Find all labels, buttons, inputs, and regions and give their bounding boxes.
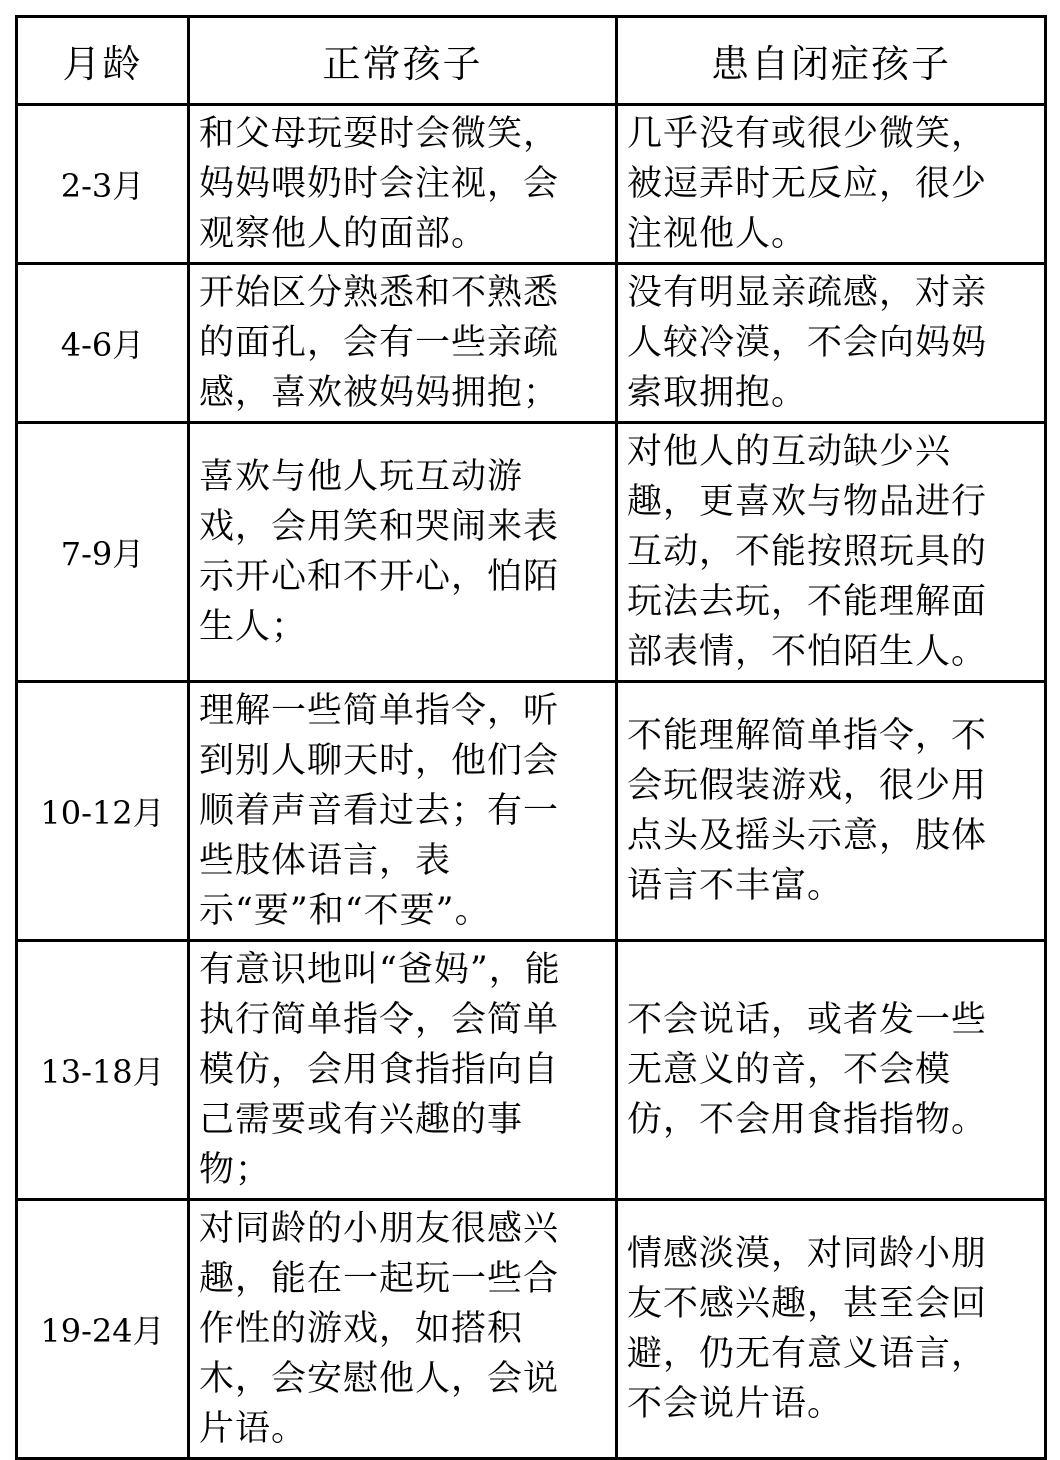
normal-child-cell [189,423,617,682]
age-cell: 19-24月 [17,1200,189,1459]
header-normal-child: 正常孩子 [189,17,617,105]
autistic-child-text: 情感淡漠，对同龄小朋友不感兴趣，甚至会回避，仍无有意义语言，不会说片语。 [627,1234,988,1424]
header-row [17,17,1046,105]
table-row [17,941,1046,1200]
age-cell: 4-6月 [17,264,189,423]
normal-child-text: 对同龄的小朋友很感兴趣，能在一起玩一些合作性的游戏，如搭积木，会安慰他人，会说片语。 [199,1209,560,1449]
normal-child-text: 开始区分熟悉和不熟悉的面孔，会有一些亲疏感，喜欢被妈妈拥抱； [199,273,560,413]
autistic-child-text: 不能理解简单指令，不会玩假装游戏，很少用点头及摇头示意，肢体语言不丰富。 [627,716,988,906]
normal-child-text: 喜欢与他人玩互动游戏，会用笑和哭闹来表示开心和不开心，怕陌生人； [199,457,560,647]
normal-child-cell [189,105,617,264]
table-row [17,105,1046,264]
autistic-child-cell [617,1200,1046,1459]
autistic-child-cell [617,264,1046,423]
autistic-child-text: 不会说话，或者发一些无意义的音，不会模仿，不会用食指指物。 [627,1000,988,1140]
table-row [17,682,1046,941]
age-cell: 7-9月 [17,423,189,682]
autistic-child-cell [617,105,1046,264]
autistic-child-cell [617,682,1046,941]
normal-child-cell [189,264,617,423]
normal-child-cell [189,941,617,1200]
normal-child-text: 和父母玩耍时会微笑，妈妈喂奶时会注视，会观察他人的面部。 [199,114,560,254]
table-row [17,1200,1046,1459]
normal-child-text: 有意识地叫“爸妈”，能执行简单指令，会简单模仿，会用食指指向自己需要或有兴趣的事物； [199,950,561,1190]
header-autistic-child: 患自闭症孩子 [617,17,1046,105]
normal-child-cell [189,1200,617,1459]
table-row [17,423,1046,682]
age-cell: 13-18月 [17,941,189,1200]
autistic-child-text: 对他人的互动缺少兴趣，更喜欢与物品进行互动，不能按照玩具的玩法去玩，不能理解面部表情，不怕陌生人。 [627,432,988,672]
autistic-child-cell [617,423,1046,682]
normal-child-cell [189,682,617,941]
header-age: 月龄 [17,17,189,105]
autistic-child-text: 没有明显亲疏感，对亲人较冷漠，不会向妈妈索取拥抱。 [627,273,988,413]
autistic-child-cell [617,941,1046,1200]
normal-child-text: 理解一些简单指令，听到别人聊天时，他们会顺着声音看过去；有一些肢体语言，表示“要”和“不要”。 [199,691,560,931]
autistic-child-text: 几乎没有或很少微笑，被逗弄时无反应，很少注视他人。 [627,114,988,254]
age-cell: 2-3月 [17,105,189,264]
age-cell: 10-12月 [17,682,189,941]
table-row [17,264,1046,423]
development-comparison-table [15,15,1047,1460]
